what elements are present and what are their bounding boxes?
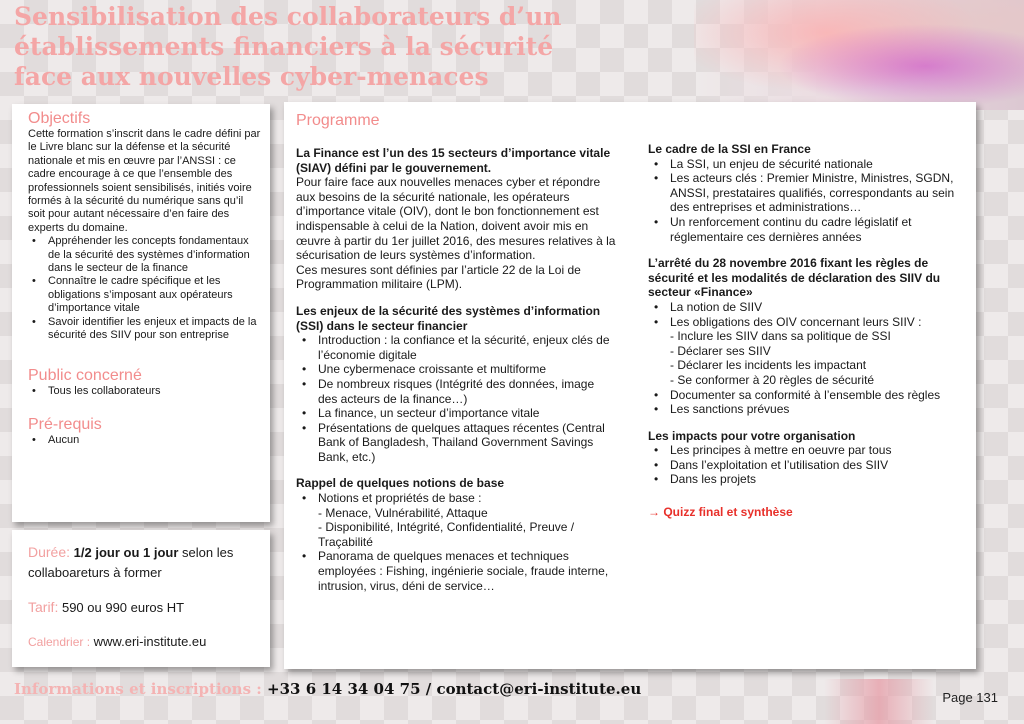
duree-row xyxy=(28,542,262,583)
list-item: • La notion de SIIV xyxy=(648,300,968,315)
footer-label: Informations et inscriptions : xyxy=(14,680,262,698)
title-line-3: face aux nouvelles cyber-menaces xyxy=(14,62,489,91)
enjeux-list xyxy=(296,333,616,464)
list-item: • La finance, un secteur d’importance vitale xyxy=(296,406,616,421)
page-number: Page 131 xyxy=(942,690,998,705)
cadre-heading: Le cadre de la SSI en France xyxy=(648,142,811,156)
programme-column-left xyxy=(296,102,616,593)
enjeux-heading: Les enjeux de la sécurité des systèmes d’information (SSI) dans le secteur financier xyxy=(296,303,601,333)
calendrier-row xyxy=(28,632,262,652)
list-item: • La SSI, un enjeu de sécurité nationale xyxy=(648,157,968,172)
infos-card xyxy=(12,530,270,667)
tarif-label: Tarif: xyxy=(28,599,59,615)
list-item: • Présentations de quelques attaques récentes (Central Bank of Bangladesh, Thailand Government Savings Bank, etc.) xyxy=(296,421,616,465)
list-item: • Les sanctions prévues xyxy=(648,402,968,417)
tarif-row xyxy=(28,597,262,618)
list-item: • Savoir identifier les enjeux et impacts de la sécurité des SIIV pour son entreprise xyxy=(28,316,262,343)
list-item: • Dans les projets xyxy=(648,472,968,487)
sub-item: - Déclarer ses SIIV xyxy=(670,343,771,358)
sub-item: - Disponibilité, Intégrité, Confidentialité, Preuve / Traçabilité xyxy=(318,520,575,549)
arrete-list xyxy=(648,300,968,417)
list-item: • Panorama de quelques menaces et techniques employées : Fishing, ingénierie sociale, fraude interne, intrusion, virus, déni de service… xyxy=(296,549,616,593)
list-item xyxy=(296,491,616,549)
impacts-list xyxy=(648,443,968,487)
list-item: • Les acteurs clés : Premier Ministre, Ministres, SGDN, ANSSI, prestataires qualifiés, correspondants au sein des entreprises et administrations… xyxy=(648,171,968,215)
rappel-list xyxy=(296,491,616,593)
prerequis-heading: Pré-requis xyxy=(28,415,102,433)
duree-label: Durée: xyxy=(28,544,71,560)
duree-suffix: selon les collaboareturs à former xyxy=(28,545,234,580)
arrete-item-label: • Les obligations des OIV concernant leurs SIIV : xyxy=(670,314,922,329)
quizz-final: → Quizz final et synthèse xyxy=(648,505,793,520)
list-item: • Les principes à mettre en oeuvre par tous xyxy=(648,443,968,458)
duree-value: 1/2 jour ou 1 jour xyxy=(73,545,179,560)
programme-card xyxy=(284,102,976,669)
prerequis-list xyxy=(28,434,262,447)
impacts-heading: Les impacts pour votre organisation xyxy=(648,428,856,443)
list-item: • De nombreux risques (Intégrité des données, image des acteurs de la finance…) xyxy=(296,377,616,406)
public-heading: Public concerné xyxy=(28,366,142,384)
list-item: • Documenter sa conformité à l’ensemble des règles xyxy=(648,388,968,403)
list-item: • Un renforcement continu du cadre législatif et réglementaire ces dernières années xyxy=(648,215,968,244)
sub-item: - Menace, Vulnérabilité, Attaque xyxy=(318,505,488,520)
calendrier-link[interactable]: www.eri-institute.eu xyxy=(93,634,207,649)
arrete-heading: L’arrêté du 28 novembre 2016 fixant les règles de sécurité et les modalités de déclaration des SIIV du secteur «Finance» xyxy=(648,256,941,300)
programme-intro-bold: La Finance est l’un des 15 secteurs d’importance vitale (SIAV) défini par le gouvernement. xyxy=(296,146,611,175)
decorative-graphic-bottom xyxy=(824,679,934,724)
programme-intro-text: Pour faire face aux nouvelles menaces cyber et répondre aux besoins de la sécurité nationale, les opérateurs d’importance vitale (OIV), dont le bon fonctionnement est indispensable à celui de la Nation, doivent avoir mis en œuvre à partir du 1er juillet 2016, des mesures relatives à la sécurisation de leurs systèmes d’information. xyxy=(296,175,616,263)
rappel-item-label: • Notions et propriétés de base : xyxy=(318,491,482,506)
objectifs-heading: Objectifs xyxy=(28,110,91,127)
programme-intro-text-2: Ces mesures sont définies par l’article 22 de la Loi de Programmation militaire (LPM). xyxy=(296,262,581,292)
cadre-list xyxy=(648,157,968,245)
public-list xyxy=(28,385,262,398)
programme-heading: Programme xyxy=(296,112,380,129)
tarif-value: 590 ou 990 euros HT xyxy=(61,600,185,615)
list-item xyxy=(648,315,968,388)
list-item: • Tous les collaborateurs xyxy=(28,385,262,398)
list-item: • Dans l’exploitation et l’utilisation des SIIV xyxy=(648,458,968,473)
sub-item: - Déclarer les incidents les impactant xyxy=(670,358,867,373)
list-item: • Appréhender les concepts fondamentaux de la sécurité des systèmes d’information dans le secteur de la finance xyxy=(28,235,262,275)
list-item: • Aucun xyxy=(28,434,262,447)
sub-item: - Se conformer à 20 règles de sécurité xyxy=(670,372,875,387)
footer-contact-value[interactable]: +33 6 14 34 04 75 / contact@eri-institute.eu xyxy=(267,680,642,698)
title-line-1: Sensibilisation des collaborateurs d’un xyxy=(14,2,562,31)
list-item: • Une cybermenace croissante et multiforme xyxy=(296,362,616,377)
page-title xyxy=(14,2,614,92)
list-item: • Introduction : la confiance et la sécurité, enjeux clés de l’économie digitale xyxy=(296,333,616,362)
rappel-heading: Rappel de quelques notions de base xyxy=(296,476,505,491)
objectifs-card xyxy=(12,104,270,522)
decorative-graphic xyxy=(694,0,1024,110)
title-line-2: établissements financiers à la sécurité xyxy=(14,32,554,61)
calendrier-label: Calendrier : xyxy=(28,635,91,649)
programme-column-right xyxy=(648,102,968,520)
sub-item: - Inclure les SIIV dans sa politique de SSI xyxy=(670,329,891,344)
list-item: • Connaître le cadre spécifique et les obligations s’imposant aux opérateurs d’importance vitale xyxy=(28,275,262,315)
objectifs-list xyxy=(28,235,262,342)
objectifs-intro: Cette formation s’inscrit dans le cadre défini par le Livre blanc sur la défense et la sécurité nationale et mis en œuvre par l’ANSSI : ce cadre encourage à ce que l’ensemble des professionnels soient sensibilisés, initiés voire formés à la sécurité du numérique sans qu’il soit pour autant nécessaire d’en faire des experts du domaine. xyxy=(28,128,261,234)
footer-contact xyxy=(14,680,641,698)
